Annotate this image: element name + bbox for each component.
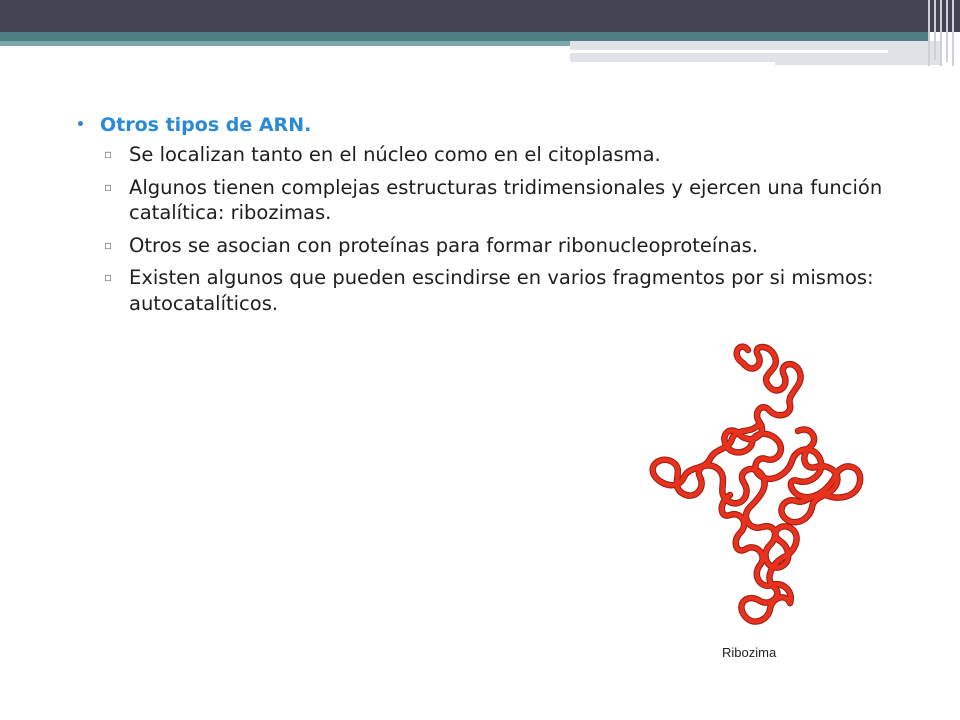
list-item-text: Algunos tienen complejas estructuras tridimensionales y ejercen una función catalítica: ribozimas. — [129, 175, 883, 224]
slide-body — [76, 110, 886, 323]
ribozyme-structure-image — [640, 335, 880, 635]
figure-caption: Ribozima — [722, 645, 777, 660]
list-item-text: Otros se asocian con proteínas para formar ribonucleoproteínas. — [129, 233, 759, 257]
bullet-heading — [76, 110, 886, 140]
square-bullet-icon: ▫ — [104, 147, 113, 161]
decorative-stripes — [926, 0, 960, 66]
list-item-text: Existen algunos que pueden escindirse en varios fragmentos por si mismos: autocatalíticos. — [129, 266, 874, 315]
decorative-line — [570, 50, 888, 53]
square-bullet-icon: ▫ — [104, 270, 113, 284]
list-item-text: Se localizan tanto en el núcleo como en el citoplasma. — [129, 143, 661, 166]
teal-accent-band-light — [0, 41, 570, 46]
list-item — [76, 175, 886, 226]
decorative-line — [570, 62, 775, 65]
square-bullet-icon: ▫ — [104, 237, 113, 252]
sub-bullet-list — [76, 142, 886, 316]
top-title-bar — [0, 0, 960, 32]
square-bullet-icon: ▫ — [104, 179, 113, 194]
list-item — [76, 142, 886, 168]
teal-accent-band — [0, 32, 930, 41]
heading-text: Otros tipos de ARN. — [100, 114, 312, 136]
list-item — [76, 265, 886, 316]
list-item — [76, 233, 886, 259]
bullet-icon: • — [76, 117, 85, 133]
